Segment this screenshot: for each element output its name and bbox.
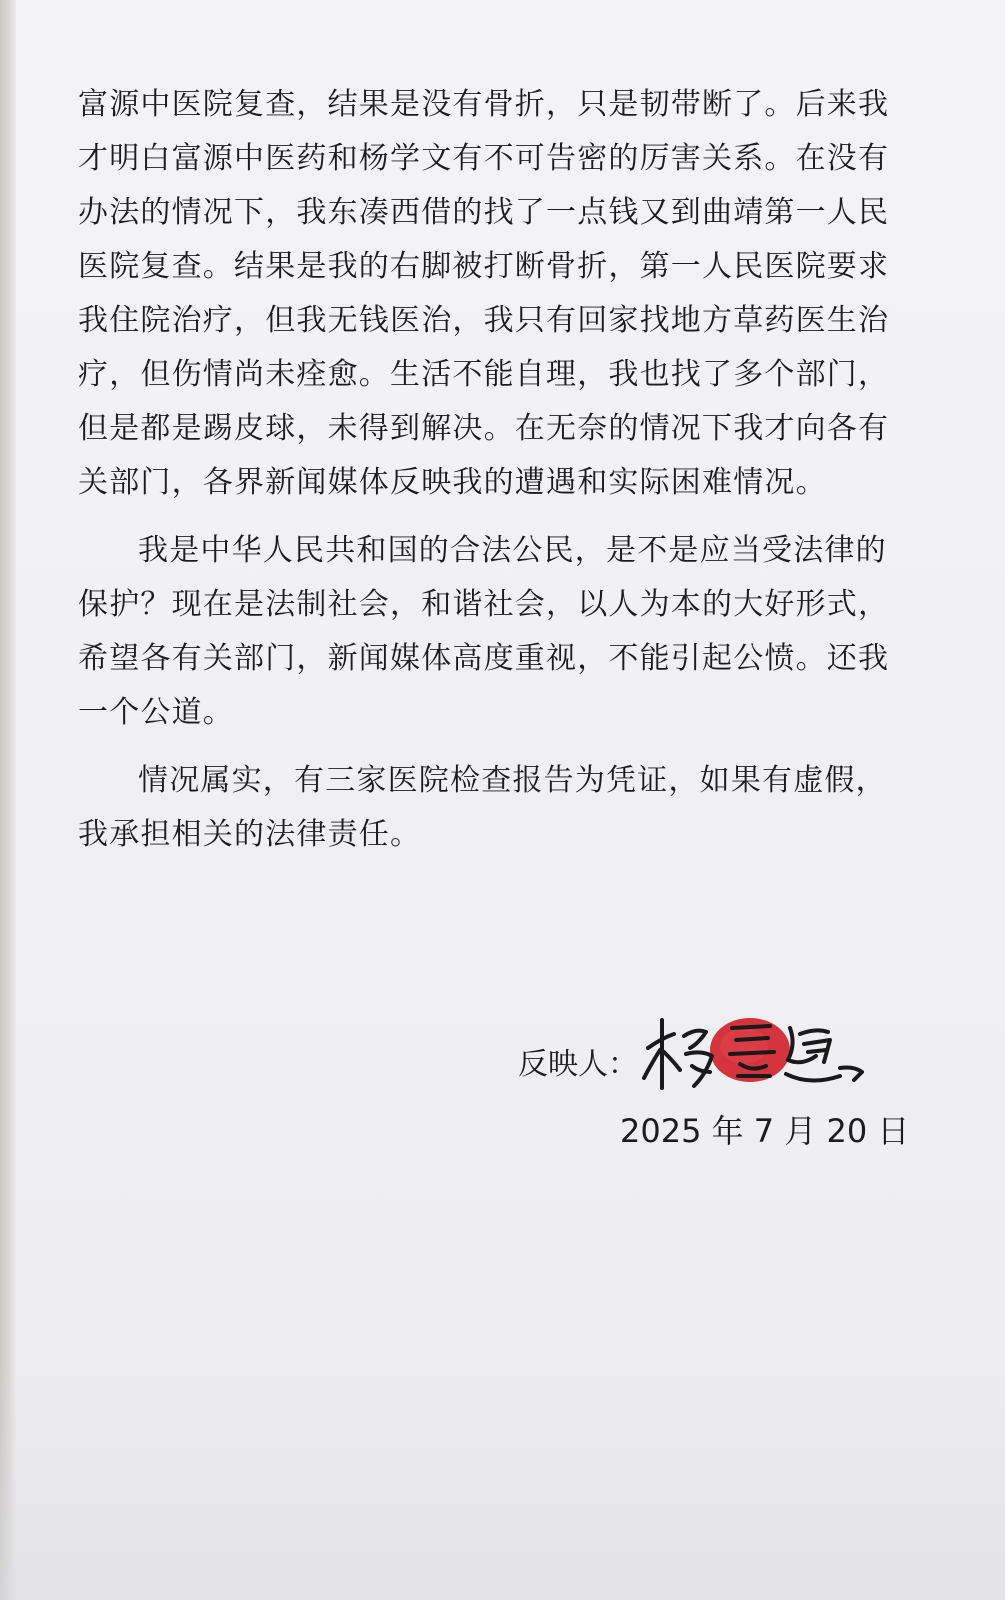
letter-date: 2025 年 7 月 20 日 [620,1112,910,1150]
reporter-label: 反映人： [518,1047,638,1082]
text-line: 希望各有关部门，新闻媒体高度重视，不能引起公愤。还我 [78,641,890,676]
letter-body [78,78,898,862]
text-line: 才明白富源中医药和杨学文有不可告密的厉害关系。在没有 [78,141,890,176]
text-line: 关部门，各界新闻媒体反映我的遭遇和实际困难情况。 [78,465,827,500]
text-line: 一个公道。 [78,695,234,730]
text-line: 富源中医院复查，结果是没有骨折，只是韧带断了。后来我 [78,87,890,122]
text-line: 情况属实，有三家医院检查报告为凭证，如果有虚假， [138,763,887,798]
text-line: 但是都是踢皮球，未得到解决。在无奈的情况下我才向各有 [78,411,890,446]
text-line: 我是中华人民共和国的合法公民，是不是应当受法律的 [138,533,887,568]
text-line: 我承担相关的法律责任。 [78,817,422,852]
page-shadow [0,1340,1005,1600]
signature-with-fingerprint-seal [640,1010,880,1100]
text-line: 我住院治疗，但我无钱医治，我只有回家找地方草药医生治 [78,303,890,338]
text-line: 医院复查。结果是我的右脚被打断骨折，第一人民医院要求 [78,249,890,284]
text-line: 保护？现在是法制社会，和谐社会，以人为本的大好形式， [78,587,890,622]
text-line: 办法的情况下，我东凑西借的找了一点钱又到曲靖第一人民 [78,195,890,230]
text-line: 疗，但伤情尚未痊愈。生活不能自理，我也找了多个部门， [78,357,890,392]
